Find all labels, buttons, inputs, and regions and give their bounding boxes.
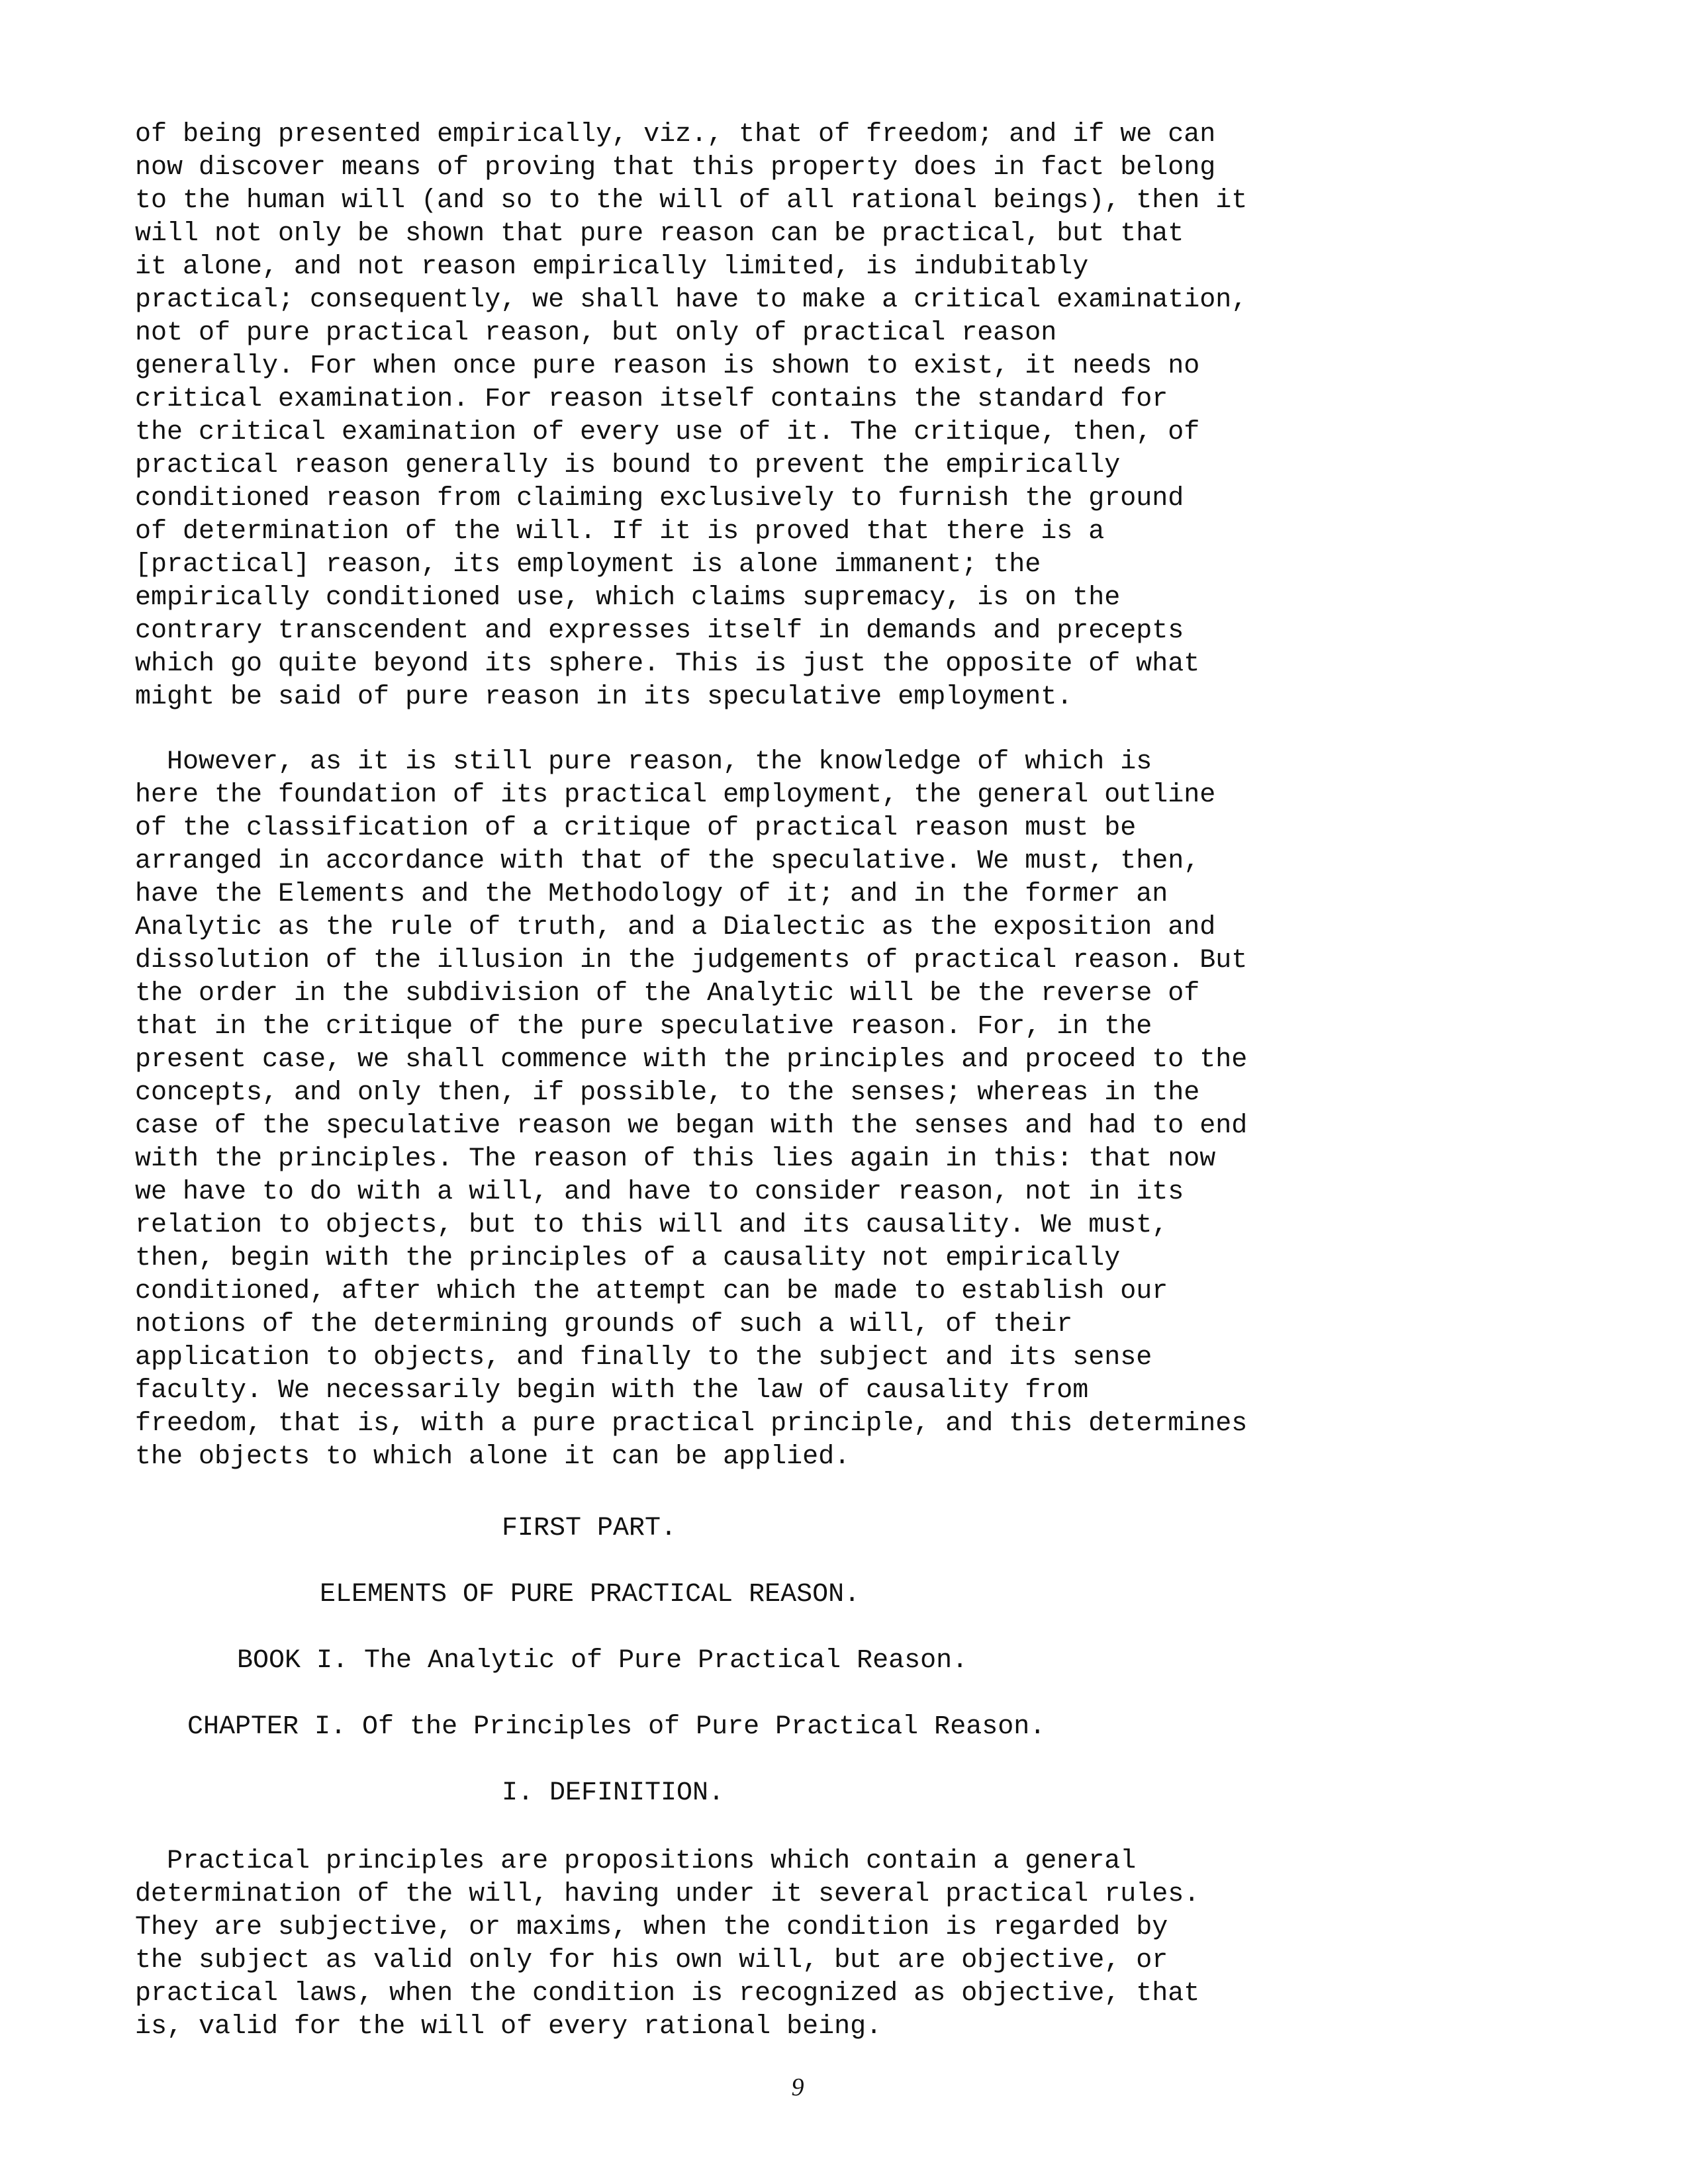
paragraph-freedom: of being presented empirically, viz., that of freedom; and if we can now discover means of proving that this property does in fact belong to the human will (and so to the will of all rational beings), then it will not only be shown that pure reason can be practical, but that it alone, and not reason empirically limited, is indubitably practical; consequently, we shall have to make a critical examination, not of pure practical reason, but only of practical reason generally. For when once pure reason is shown to exist, it needs no critical examination. For reason itself contains the standard for the critical examination of every use of it. The critique, then, of practical reason generally is bound to prevent the empirically conditioned reason from claiming exclusively to furnish the ground of determination of the will. If it is proved that there is a [practical] reason, its employment is alone immanent; the empirically conditioned use, which claims supremacy, is on the contrary transcendent and expresses itself in demands and precepts which go quite beyond its sphere. This is just the opposite of what might be said of pure reason in its speculative employment.: [135, 120, 1248, 712]
part-heading: FIRST PART.: [502, 1514, 677, 1543]
paragraph-classification: However, as it is still pure reason, the knowledge of which is here the foundation of its practical employment, the general outline of the classification of a critique of practical reason must be arranged in accordance with that of the speculative. We must, then, have the Elements and the Methodology of it; and in the former an Analytic as the rule of truth, and a Dialectic as the exposition and dissolution of the illusion in the judgements of practical reason. But the order in the subdivision of the Analytic will be the reverse of that in the critique of the pure speculative reason. For, in the present case, we shall commence with the principles and proceed to the concepts, and only then, if possible, to the senses; whereas in the case of the speculative reason we began with the senses and had to end with the principles. The reason of this lies again in this: that now we have to do with a will, and have to consider reason, not in its relation to objects, but to this will and its causality. We must, then, begin with the principles of a causality not empirically conditioned, after which the attempt can be made to establish our notions of the determining grounds of such a will, of their application to objects, and finally to the subject and its sense faculty. We necessarily begin with the law of causality from freedom, that is, with a pure practical principle, and this determines the objects to which alone it can be applied.: [135, 747, 1248, 1472]
elements-heading: ELEMENTS OF PURE PRACTICAL REASON.: [320, 1580, 861, 1610]
chapter-heading: CHAPTER I. Of the Principles of Pure Practical Reason.: [187, 1712, 1046, 1742]
paragraph-definition: Practical principles are propositions which contain a general determination of the will, having under it several practical rules. They are subjective, or maxims, when the condition is regarded by the subject as valid only for his own will, but are objective, or practical laws, when the condition is recognized as objective, that is, valid for the will of every rational being.: [135, 1846, 1200, 2042]
definition-heading: I. DEFINITION.: [502, 1778, 725, 1808]
page-number: 9: [791, 2073, 804, 2101]
book-heading: BOOK I. The Analytic of Pure Practical Reason.: [237, 1646, 968, 1676]
